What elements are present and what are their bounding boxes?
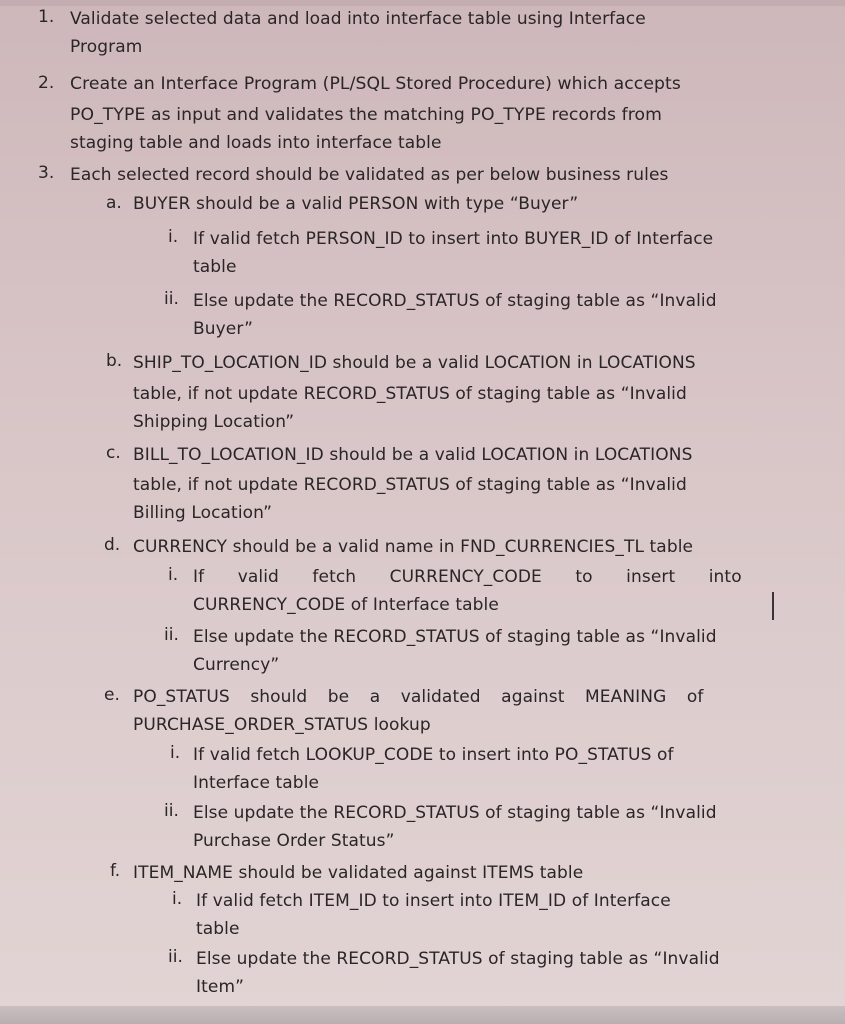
sub-rule-line: table	[196, 919, 240, 939]
rule-letter: a.	[106, 193, 122, 213]
rule-line: table, if not update RECORD_STATUS of staging table as “Invalid	[133, 475, 687, 495]
rule-line: BUYER should be a valid PERSON with type “Buyer”	[133, 194, 579, 214]
rule-letter: e.	[104, 685, 120, 705]
sub-rule-line: Else update the RECORD_STATUS of staging table as “Invalid	[193, 803, 717, 823]
item-line: staging table and loads into interface table	[70, 133, 442, 153]
rule-line: BILL_TO_LOCATION_ID should be a valid LOCATION in LOCATIONS	[133, 445, 693, 465]
item-line: PO_TYPE as input and validates the matching PO_TYPE records from	[70, 105, 662, 125]
rule-line: ITEM_NAME should be validated against ITEMS table	[133, 863, 584, 883]
sub-rule-numeral: ii.	[164, 289, 179, 309]
sub-rule-numeral: i.	[168, 227, 179, 247]
sub-rule-line: Else update the RECORD_STATUS of staging table as “Invalid	[193, 291, 717, 311]
rule-letter: b.	[106, 351, 123, 371]
item-number: 3.	[38, 163, 55, 183]
sub-rule-numeral: i.	[170, 743, 181, 763]
sub-rule-line: If valid fetch ITEM_ID to insert into ITEM_ID of Interface	[196, 891, 671, 911]
rule-line: PO_STATUS should be a validated against MEANING of	[133, 687, 704, 707]
sub-rule-line: table	[193, 257, 237, 277]
sub-rule-line: CURRENCY_CODE of Interface table	[193, 595, 499, 615]
rule-line: SHIP_TO_LOCATION_ID should be a valid LOCATION in LOCATIONS	[133, 353, 696, 373]
item-line: Each selected record should be validated as per below business rules	[70, 165, 669, 185]
rule-letter: c.	[106, 443, 121, 463]
sub-rule-numeral: i.	[168, 565, 179, 585]
sub-rule-line: If valid fetch LOOKUP_CODE to insert into PO_STATUS of	[193, 745, 674, 765]
rule-line: table, if not update RECORD_STATUS of staging table as “Invalid	[133, 384, 687, 404]
sub-rule-line: Interface table	[193, 773, 320, 793]
sub-rule-line: Purchase Order Status”	[193, 831, 395, 851]
sub-rule-line: If valid fetch CURRENCY_CODE to insert into	[193, 567, 742, 587]
item-line: Program	[70, 37, 143, 57]
sub-rule-line: Currency”	[193, 655, 280, 675]
item-number: 1.	[38, 7, 55, 27]
page-bottom-edge	[0, 1006, 845, 1024]
item-number: 2.	[38, 73, 55, 93]
rule-line: CURRENCY should be a valid name in FND_CURRENCIES_TL table	[133, 537, 694, 557]
rule-line: Shipping Location”	[133, 412, 295, 432]
item-line: Validate selected data and load into interface table using Interface	[70, 9, 646, 29]
rule-line: PURCHASE_ORDER_STATUS lookup	[133, 715, 431, 735]
sub-rule-line: Buyer”	[193, 319, 254, 339]
sub-rule-line: If valid fetch PERSON_ID to insert into BUYER_ID of Interface	[193, 229, 714, 249]
sub-rule-line: Else update the RECORD_STATUS of staging table as “Invalid	[193, 627, 717, 647]
rule-letter: f.	[110, 861, 121, 881]
sub-rule-numeral: ii.	[164, 625, 179, 645]
rule-letter: d.	[104, 535, 121, 555]
page-top-edge	[0, 0, 845, 6]
item-line: Create an Interface Program (PL/SQL Stored Procedure) which accepts	[70, 74, 681, 94]
text-cursor	[772, 592, 774, 620]
sub-rule-numeral: ii.	[168, 947, 183, 967]
rule-line: Billing Location”	[133, 503, 273, 523]
sub-rule-numeral: ii.	[164, 801, 179, 821]
sub-rule-line: Else update the RECORD_STATUS of staging table as “Invalid	[196, 949, 720, 969]
sub-rule-numeral: i.	[172, 889, 183, 909]
sub-rule-line: Item”	[196, 977, 245, 997]
